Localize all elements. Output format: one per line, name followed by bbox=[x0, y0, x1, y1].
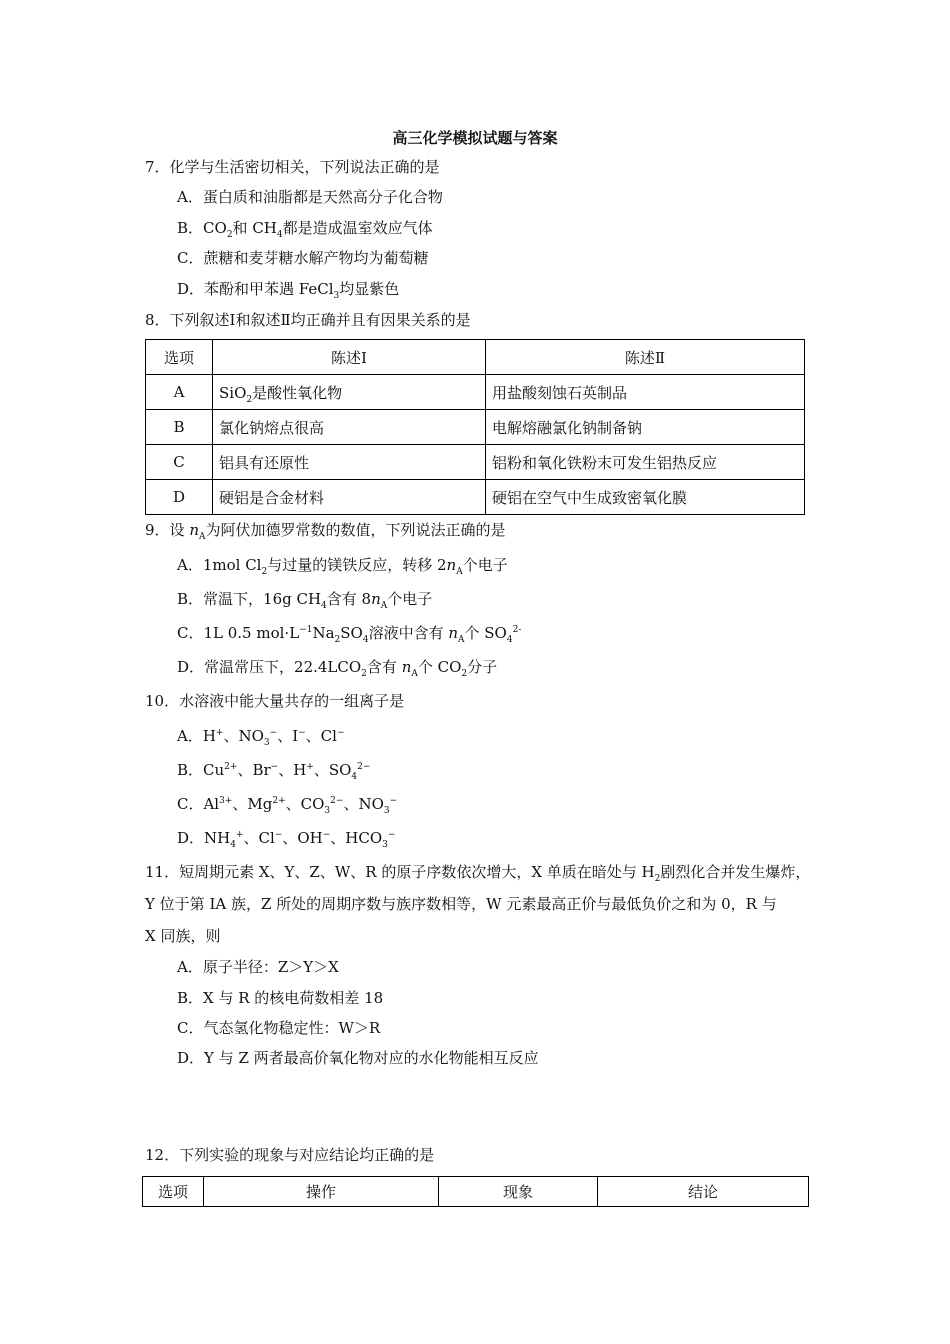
question-10-option-b: B．$Cu^{2+}$、Br−、H+、$SO_4^{2-}$ bbox=[177, 761, 371, 782]
question-10-stem: 10．水溶液中能大量共存的一组离子是 bbox=[145, 692, 405, 710]
question-7-option-c: C．蔗糖和麦芽糖水解产物均为葡萄糖 bbox=[177, 249, 429, 267]
question-8-stem: 8．下列叙述Ⅰ和叙述Ⅱ均正确并且有因果关系的是 bbox=[145, 311, 471, 329]
question-9-stem: 9．设 $n_A$为阿伏加德罗常数的数值，下列说法正确的是 bbox=[145, 521, 506, 542]
table-row bbox=[146, 445, 805, 480]
table-cell: 硬铝在空气中生成致密氧化膜 bbox=[486, 480, 805, 515]
table-cell: B bbox=[146, 410, 213, 445]
question-9-option-a: A．1mol $Cl_2$与过量的镁铁反应，转移 $2n_A$个电子 bbox=[177, 556, 508, 577]
table-header-cell: 现象 bbox=[439, 1177, 598, 1207]
question-12-stem: 12．下列实验的现象与对应结论均正确的是 bbox=[145, 1146, 435, 1164]
question-10-option-d: D．$NH_4^+$、Cl−、OH−、$HCO_3^-$ bbox=[177, 829, 396, 850]
question-8-table bbox=[145, 339, 805, 515]
question-7-option-b: B．$CO_2$和 $CH_4$都是造成温室效应气体 bbox=[177, 219, 433, 240]
question-11-stem-line-1: 11．短周期元素 X、Y、Z、W、R 的原子序数依次增大，X 单质在暗处与 $H_2$剧烈化合并发生爆炸， bbox=[145, 863, 811, 884]
question-7-option-a: A．蛋白质和油脂都是天然高分子化合物 bbox=[177, 188, 443, 206]
table-cell: 铝具有还原性 bbox=[213, 445, 486, 480]
table-cell: A bbox=[146, 375, 213, 410]
question-11-stem-line-3: X 同族，则 bbox=[145, 927, 221, 945]
table-cell: 用盐酸刻蚀石英制品 bbox=[486, 375, 805, 410]
table-cell: C bbox=[146, 445, 213, 480]
question-10-option-c: C．$Al^{3+}$、$Mg^{2+}$、$CO_3^{2-}$、$NO_3^-$ bbox=[177, 795, 398, 816]
question-9-option-b: B．常温下，16g $CH_4$含有 $8n_A$个电子 bbox=[177, 590, 433, 611]
question-11-option-b: B．X 与 R 的核电荷数相差 18 bbox=[177, 989, 384, 1007]
question-10-option-a: A．H+、$NO_3^-$、I−、Cl− bbox=[177, 727, 345, 748]
table-header-cell: 陈述Ⅱ bbox=[486, 340, 805, 375]
table-header-cell: 陈述Ⅰ bbox=[213, 340, 486, 375]
table-header-cell: 结论 bbox=[598, 1177, 809, 1207]
question-9-option-d: D．常温常压下，$22.4LCO_2$含有 $n_A$个 $CO_2$分子 bbox=[177, 658, 498, 679]
table-header-cell: 选项 bbox=[143, 1177, 204, 1207]
table-cell: 电解熔融氯化钠制备钠 bbox=[486, 410, 805, 445]
table-cell: D bbox=[146, 480, 213, 515]
table-cell: 氯化钠熔点很高 bbox=[213, 410, 486, 445]
page-title: 高三化学模拟试题与答案 bbox=[392, 129, 558, 147]
table-header-cell: 选项 bbox=[146, 340, 213, 375]
question-11-option-d: D．Y 与 Z 两者最高价氧化物对应的水化物能相互反应 bbox=[177, 1049, 539, 1067]
question-11-option-a: A．原子半径：Z＞Y＞X bbox=[177, 958, 339, 976]
table-header-row bbox=[146, 340, 805, 375]
table-header-cell: 操作 bbox=[204, 1177, 439, 1207]
table-cell: 铝粉和氧化铁粉末可发生铝热反应 bbox=[486, 445, 805, 480]
question-11-option-c: C．气态氢化物稳定性：W＞R bbox=[177, 1019, 381, 1037]
question-7-option-d: D．苯酚和甲苯遇 FeCl$_3$均显紫色 bbox=[177, 280, 400, 301]
question-7-stem: 7．化学与生活密切相关，下列说法正确的是 bbox=[145, 158, 440, 176]
question-9-option-c: C．1L 0.5 $mol\cdot L^{-1}Na_2SO_4$溶液中含有 $n_A$个 $SO_4^{2-}$ bbox=[177, 624, 522, 645]
table-cell: SiO$_2$是酸性氧化物 bbox=[213, 375, 486, 410]
table-header-row bbox=[143, 1177, 809, 1207]
table-row bbox=[146, 410, 805, 445]
question-12-table bbox=[142, 1176, 809, 1207]
table-cell: 硬铝是合金材料 bbox=[213, 480, 486, 515]
table-row bbox=[146, 375, 805, 410]
table-row bbox=[146, 480, 805, 515]
question-11-stem-line-2: Y 位于第 IA 族，Z 所处的周期序数与族序数相等，W 元素最高正价与最低负价之和为 0，R 与 bbox=[145, 895, 777, 913]
